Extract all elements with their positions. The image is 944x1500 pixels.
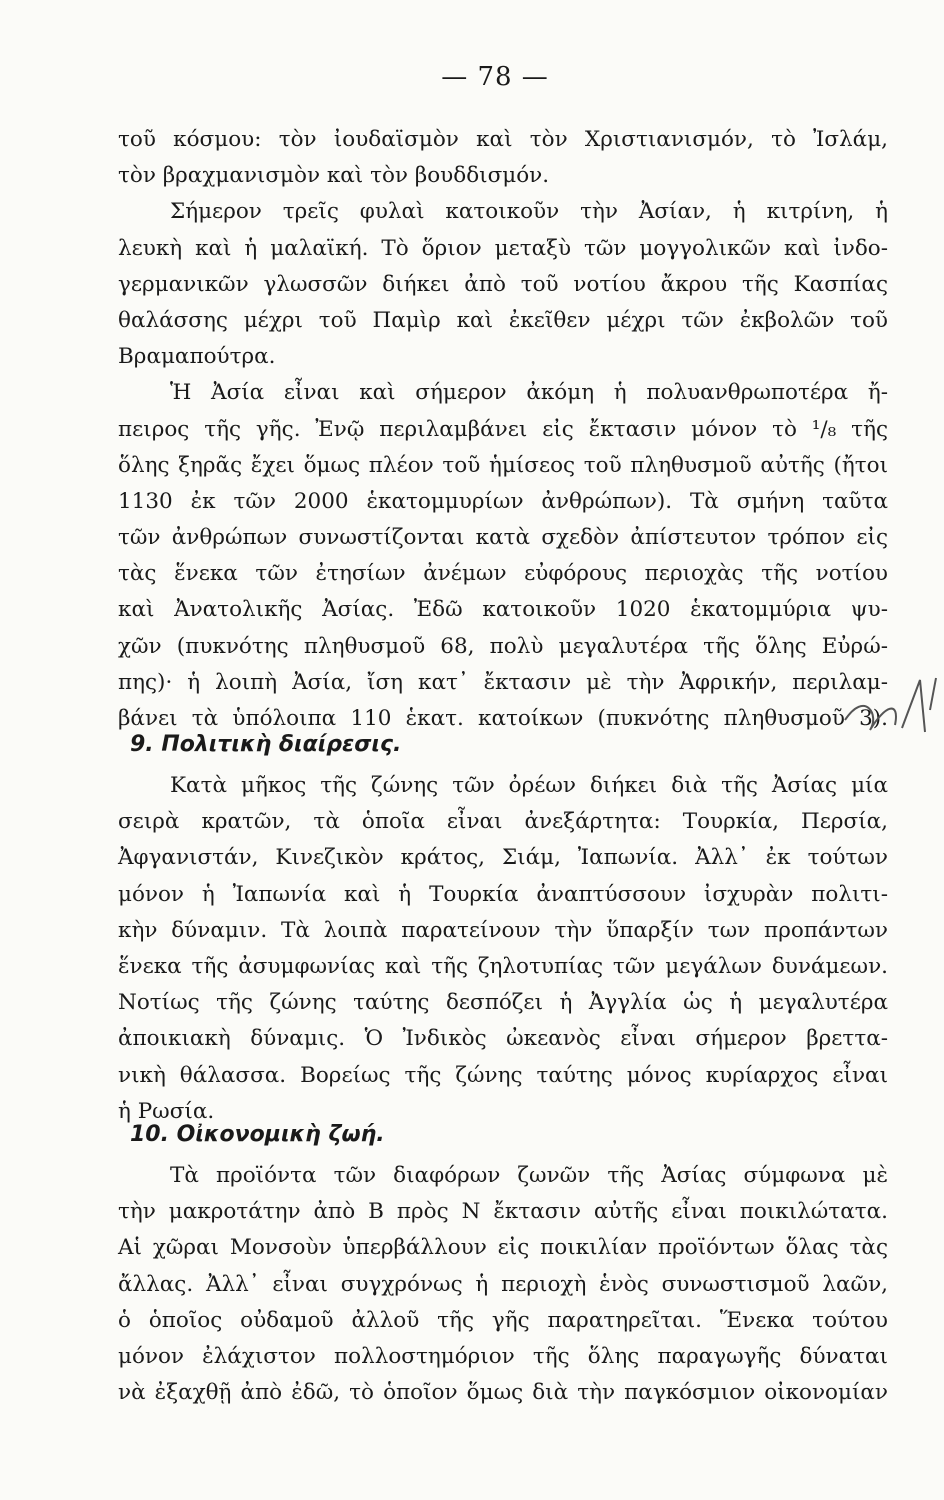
text-line: μόνον ἐλάχιστον πολλοστημόριον τῆς ὅλης παραγωγῆς δύναται [118, 1343, 888, 1369]
text-line: τῶν ἀνθρώπων συνωστίζονται κατὰ σχεδὸν ἀπίστευτον τρόπον εἰς [118, 525, 888, 551]
paragraph-block-political [118, 768, 888, 1130]
section-heading-economic-life: 10. Οἰκονομικὴ ζωή. [130, 1122, 385, 1147]
text-line: ἄλλας. Ἀλλ᾽ εἶναι συγχρόνως ἡ περιοχὴ ἑνὸς συνωστισμοῦ λαῶν, [118, 1271, 888, 1297]
text-line: θαλάσσης μέχρι τοῦ Παμὶρ καὶ ἐκεῖθεν μέχρι τῶν ἐκβολῶν τοῦ [118, 307, 888, 333]
section-heading-political-division: 9. Πολιτικὴ διαίρεσις. [130, 732, 402, 757]
text-line: Κατὰ μῆκος τῆς ζώνης τῶν ὀρέων διήκει διὰ τῆς Ἀσίας μία [170, 773, 888, 798]
text-line: νικὴ θάλασσα. Βορείως τῆς ζώνης ταύτης μόνος κυρίαρχος εἶναι [118, 1062, 888, 1088]
handwritten-mark [840, 670, 940, 740]
page-number: — 78 — [441, 62, 549, 92]
text-line: Νοτίως τῆς ζώνης ταύτης δεσπόζει ἡ Ἀγγλία ὡς ἡ μεγαλυτέρα [118, 990, 888, 1016]
text-line: σειρὰ κρατῶν, τὰ ὁποῖα εἶναι ἀνεξάρτητα: Τουρκία, Περσία, [118, 809, 888, 835]
text-line: Σήμερον τρεῖς φυλαὶ κατοικοῦν τὴν Ἀσίαν, ἡ κιτρίνη, ἡ [170, 199, 888, 225]
text-line: Βραμαπούτρα. [118, 344, 276, 370]
text-line: κὴν δύναμιν. Τὰ λοιπὰ παρατείνουν τὴν ὕπαρξίν των προπάντων [118, 917, 888, 943]
text-line: τὰς ἕνεκα τῶν ἐτησίων ἀνέμων εὐφόρους περιοχὰς τῆς νοτίου [118, 561, 888, 587]
text-line: τοῦ κόσμου: τὸν ἰουδαϊσμὸν καὶ τὸν Χριστιανισμόν, τὸ Ἰσλάμ, [118, 127, 888, 152]
text-line: ἡ Ρωσία. [118, 1098, 215, 1124]
text-line: τὴν μακροτάτην ἀπὸ Β πρὸς Ν ἔκτασιν αὐτῆς εἶναι ποικιλώτατα. [118, 1199, 888, 1225]
text-line: πειρος τῆς γῆς. Ἐνῷ περιλαμβάνει εἰς ἔκτασιν μόνον τὸ ¹/₈ τῆς [118, 416, 888, 442]
text-line: χῶν (πυκνότης πληθυσμοῦ 68, πολὺ μεγαλυτέρα τῆς ὅλης Εὐρώ- [118, 633, 888, 659]
paragraph-block-religions-races [118, 122, 888, 737]
paragraph-block-economy [118, 1158, 888, 1411]
text-line: καὶ Ἀνατολικῆς Ἀσίας. Ἐδῶ κατοικοῦν 1020 ἑκατομμύρια ψυ- [118, 597, 888, 623]
text-line: τὸν βραχμανισμὸν καὶ τὸν βουδδισμόν. [118, 163, 550, 189]
text-line: γερμανικῶν γλωσσῶν διήκει ἀπὸ τοῦ νοτίου ἄκρου τῆς Κασπίας [118, 271, 888, 297]
text-line: ἕνεκα τῆς ἀσυμφωνίας καὶ τῆς ζηλοτυπίας τῶν μεγάλων δυνάμεων. [118, 953, 888, 979]
text-line: λευκὴ καὶ ἡ μαλαϊκή. Τὸ ὅριον μεταξὺ τῶν μογγολικῶν καὶ ἰνδο- [118, 235, 888, 261]
text-line: 1130 ἐκ τῶν 2000 ἑκατομμυρίων ἀνθρώπων). Τὰ σμήνη ταῦτα [118, 488, 888, 514]
text-line: νὰ ἐξαχθῇ ἀπὸ ἐδῶ, τὸ ὁποῖον ὅμως διὰ τὴν παγκόσμιον οἰκονομίαν [118, 1380, 888, 1406]
text-line: ἀποικιακὴ δύναμις. Ὁ Ἰνδικὸς ὠκεανὸς εἶναι σήμερον βρεττα- [118, 1026, 888, 1052]
text-line: ὅλης ξηρᾶς ἔχει ὅμως πλέον τοῦ ἡμίσεος τοῦ πληθυσμοῦ αὐτῆς (ἤτοι [118, 452, 888, 478]
text-line: Ἀφγανιστάν, Κινεζικὸν κράτος, Σιάμ, Ἰαπωνία. Ἀλλ᾽ ἐκ τούτων [118, 845, 888, 871]
text-line: βάνει τὰ ὑπόλοιπα 110 ἑκατ. κατοίκων (πυκνότης πληθυσμοῦ 3). [118, 706, 888, 731]
text-line: μόνον ἡ Ἰαπωνία καὶ ἡ Τουρκία ἀναπτύσσουν ἰσχυρὰν πολιτι- [118, 881, 888, 907]
text-line: Αἱ χῶραι Μονσοὺν ὑπερβάλλουν εἰς ποικιλίαν προϊόντων ὅλας τὰς [118, 1235, 888, 1261]
text-line: ὁ ὁποῖος οὐδαμοῦ ἀλλοῦ τῆς γῆς παρατηρεῖται. Ἕνεκα τούτου [118, 1307, 888, 1333]
text-line: Ἡ Ἀσία εἶναι καὶ σήμερον ἀκόμη ἡ πολυανθρωποτέρα ἤ- [170, 380, 888, 406]
text-line: πης)· ἡ λοιπὴ Ἀσία, ἴση κατ᾽ ἔκτασιν μὲ τὴν Ἀφρικήν, περιλαμ- [118, 669, 888, 695]
text-line: Τὰ προϊόντα τῶν διαφόρων ζωνῶν τῆς Ἀσίας σύμφωνα μὲ [170, 1163, 888, 1188]
